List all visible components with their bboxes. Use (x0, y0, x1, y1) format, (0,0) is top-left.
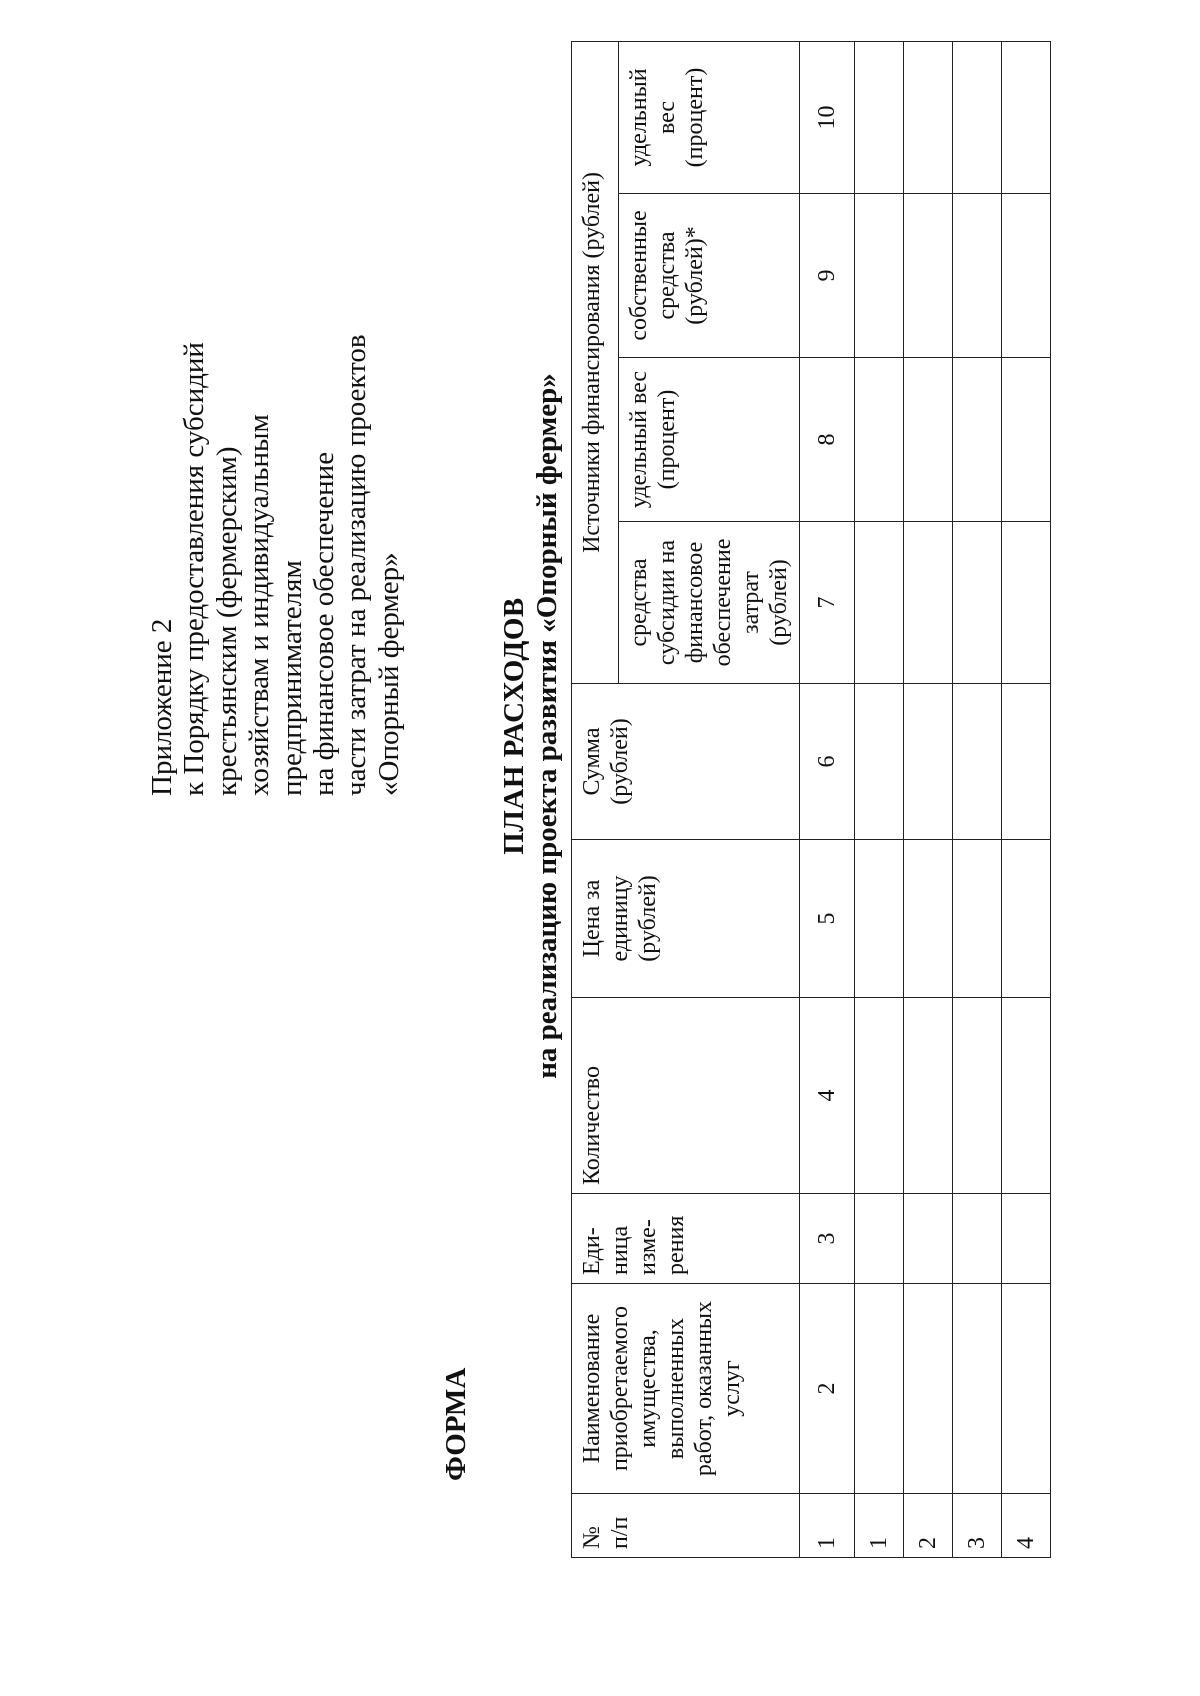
appendix-line: хозяйствам и индивидуальным (243, 414, 276, 796)
table-cell (855, 41, 904, 193)
table-cell (904, 1194, 953, 1284)
table-cell (1002, 684, 1051, 840)
title-main: ПЛАН РАСХОДОВ (498, 597, 530, 855)
column-number: 8 (800, 358, 855, 522)
table-cell (1002, 358, 1051, 522)
column-number: 7 (800, 522, 855, 684)
table-row (904, 41, 953, 1557)
header-name: Наименование приобретаемого имущества, выполненных работ, оказанных услуг (572, 1284, 800, 1494)
table-cell (953, 358, 1002, 522)
table-cell (904, 41, 953, 193)
column-number: 6 (800, 684, 855, 840)
table-cell (855, 358, 904, 522)
column-number: 10 (800, 41, 855, 193)
column-number: 5 (800, 840, 855, 998)
header-unit: Еди-ница изме-рения (572, 1194, 800, 1284)
appendix-line: «Опорный фермер» (372, 552, 405, 796)
header-subsidy: средства субсидии на финансовое обеспечение затрат (рублей) (619, 522, 800, 684)
table-cell (855, 840, 904, 998)
table-cell (1002, 840, 1051, 998)
header-funding-sources: Источники финансирования (рублей) (572, 41, 619, 683)
table-cell (904, 194, 953, 358)
appendix-line: Приложение 2 (146, 618, 178, 796)
header-quantity: Количество (572, 998, 800, 1194)
table-cell (855, 1284, 904, 1494)
table-cell (1002, 194, 1051, 358)
header-share-subsidy: удельный вес (процент) (619, 358, 800, 522)
table-cell (953, 684, 1002, 840)
table-cell (855, 522, 904, 684)
table-cell (904, 522, 953, 684)
column-number: 4 (800, 998, 855, 1194)
table-cell (953, 1284, 1002, 1494)
table-cell (1002, 522, 1051, 684)
row-number: 1 (855, 1494, 904, 1558)
table-cell (953, 1194, 1002, 1284)
title-subtitle: на реализацию проекта развития «Опорный фермер» (531, 373, 563, 1079)
table-cell (953, 194, 1002, 358)
row-number: 3 (953, 1494, 1002, 1558)
header-sum: Сумма (рублей) (572, 684, 800, 840)
table-cell (904, 684, 953, 840)
table-row (953, 41, 1002, 1557)
row-number: 2 (904, 1494, 953, 1558)
appendix-line: крестьянским (фермерским) (210, 446, 243, 796)
table-cell (953, 522, 1002, 684)
document-title (498, 96, 564, 1356)
appendix-line: предпринимателям (275, 560, 308, 796)
table-cell (904, 998, 953, 1194)
table-cell (855, 1194, 904, 1284)
table-cell (1002, 41, 1051, 193)
table-cell (855, 684, 904, 840)
table-cell (855, 998, 904, 1194)
column-number: 3 (800, 1194, 855, 1284)
table-row (1002, 41, 1051, 1557)
column-number: 9 (800, 194, 855, 358)
appendix-line: на финансовое обеспечение (308, 451, 341, 796)
table-cell (953, 41, 1002, 193)
appendix-line: части затрат на реализацию проектов (340, 334, 373, 796)
column-number: 1 (800, 1494, 855, 1558)
table-cell (904, 1284, 953, 1494)
table-cell (1002, 1284, 1051, 1494)
header-own-funds: собственные средства (рублей)* (619, 194, 800, 358)
table-cell (904, 840, 953, 998)
header-no: № п/п (572, 1494, 800, 1558)
column-number-row (800, 41, 855, 1557)
table-cell (855, 194, 904, 358)
table-cell (953, 840, 1002, 998)
table-row (855, 41, 904, 1557)
column-number: 2 (800, 1284, 855, 1494)
table-cell (953, 998, 1002, 1194)
table-cell (904, 358, 953, 522)
table-header-row (572, 41, 619, 1557)
header-price: Цена за единицу (рублей) (572, 840, 800, 998)
table-cell (1002, 998, 1051, 1194)
expense-plan-table (571, 41, 1051, 1558)
table-cell (1002, 1194, 1051, 1284)
row-number: 4 (1002, 1494, 1051, 1558)
appendix-line: к Порядку предоставления субсидий (178, 342, 211, 796)
form-label: ФОРМА (440, 1367, 472, 1481)
appendix-note (146, 236, 405, 796)
header-share-own: удельный вес (процент) (619, 41, 800, 193)
